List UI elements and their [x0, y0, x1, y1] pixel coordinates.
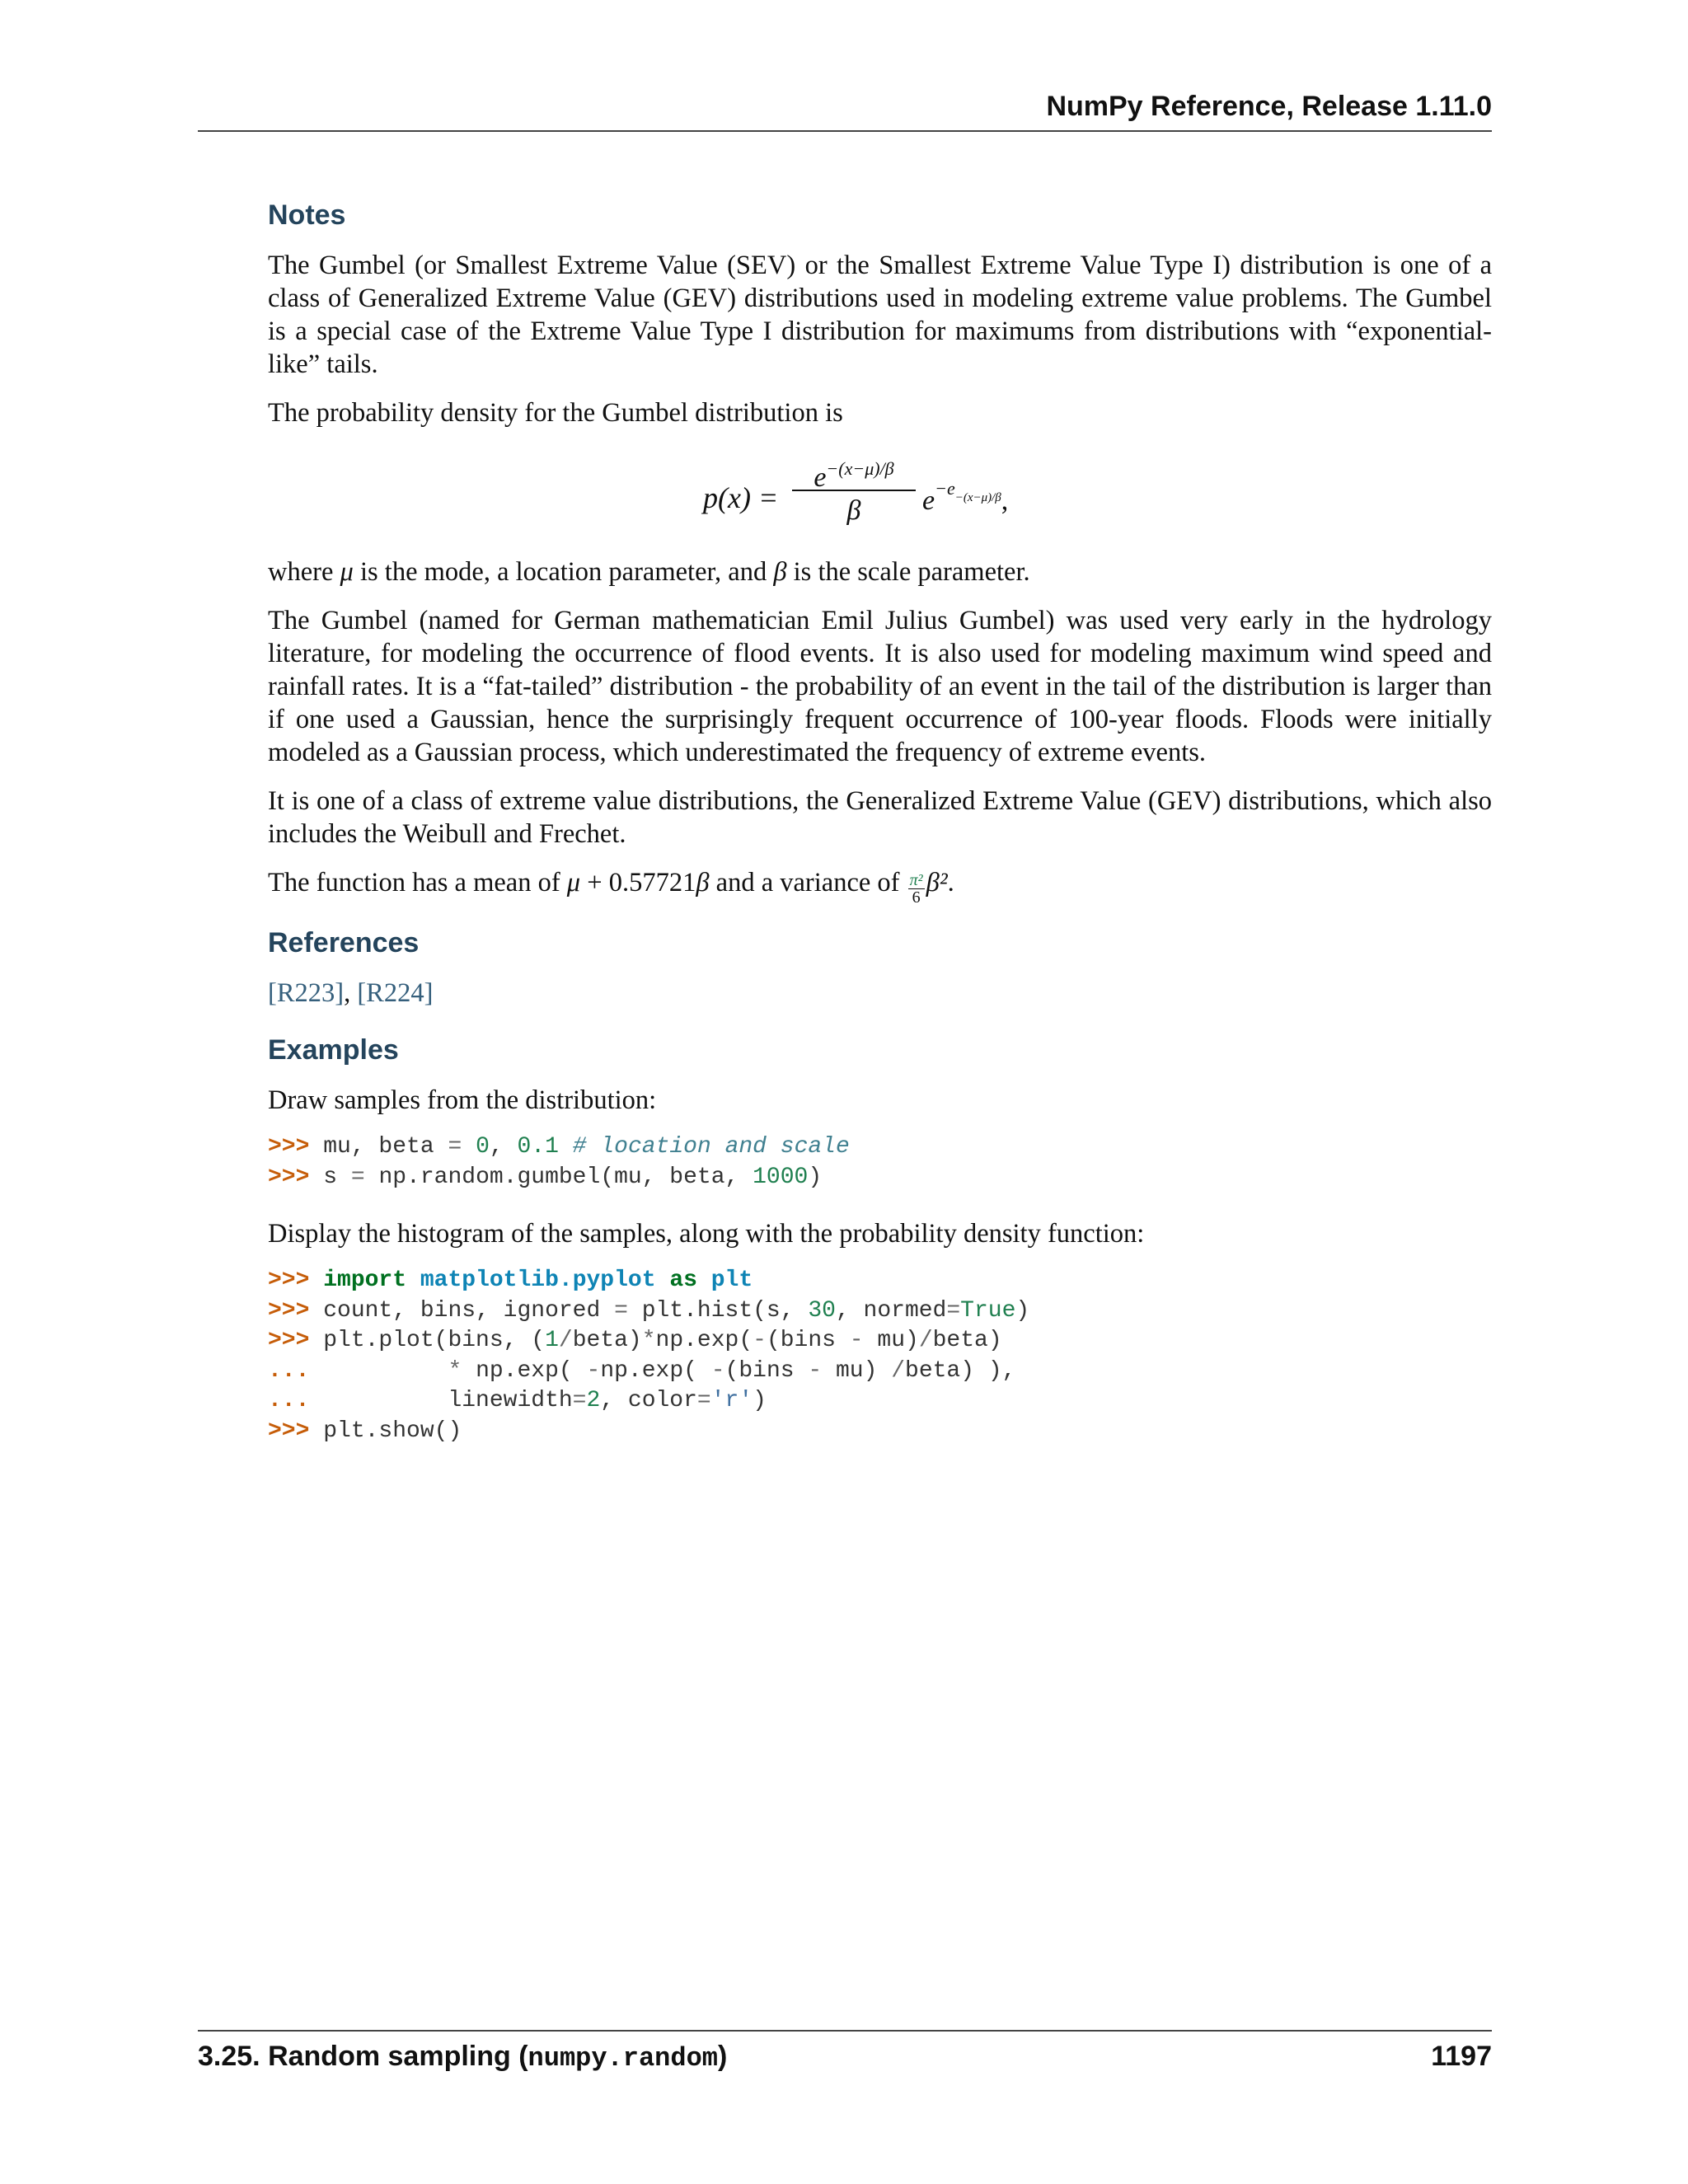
code-line	[268, 1386, 1492, 1417]
page-number: 1197	[1431, 2041, 1492, 2072]
code-token: (bins	[724, 1357, 809, 1384]
references-heading: References	[268, 927, 420, 958]
examples-heading: Examples	[268, 1034, 399, 1066]
code-block-histogram[interactable]	[268, 1266, 1492, 1446]
code-token: True	[960, 1297, 1016, 1324]
code-token: -	[753, 1328, 767, 1353]
code-token: 1000	[753, 1164, 809, 1190]
code-token: plt.show()	[323, 1418, 462, 1444]
code-token: 0.1	[517, 1134, 559, 1160]
code-token: /	[558, 1328, 573, 1353]
notes-paragraph-6: The function has a mean of μ + 0.57721β and a variance of $\frac{\text{π²}}{6}$ β².	[268, 868, 954, 907]
code-line	[268, 1296, 1492, 1327]
code-token: mu)	[822, 1357, 892, 1384]
code-token: ,	[489, 1134, 518, 1160]
reference-link-r224[interactable]: [R224]	[357, 978, 434, 1008]
variance-fraction: $\frac{\text{π²}}{6}$	[909, 871, 923, 907]
code-token	[406, 1268, 420, 1293]
code-token: 30	[808, 1297, 836, 1324]
code-token	[323, 1358, 448, 1384]
examples-intro-2: Display the histogram of the samples, along with the probability density function:	[268, 1219, 1145, 1249]
code-prompt: >>>	[268, 1134, 324, 1160]
code-prompt: >>>	[268, 1418, 324, 1444]
code-token: count, bins, ignored	[323, 1297, 615, 1324]
header-rule	[198, 130, 1492, 132]
code-line	[268, 1417, 1492, 1447]
code-line	[268, 1357, 1492, 1387]
code-prompt: ...	[268, 1388, 324, 1413]
code-token: import	[323, 1268, 407, 1293]
code-token: as	[669, 1268, 697, 1293]
formula-lhs: p(x) =	[703, 481, 779, 514]
code-token: plt.plot(bins, (	[323, 1328, 546, 1353]
code-token: 0	[476, 1134, 490, 1160]
formula-denominator: β	[846, 495, 861, 526]
code-token: )	[1015, 1297, 1030, 1324]
code-token: -	[710, 1357, 725, 1384]
code-line	[268, 1326, 1492, 1357]
code-token: *	[448, 1357, 462, 1384]
code-token	[462, 1134, 476, 1160]
code-token: -	[808, 1357, 823, 1384]
code-token: )	[753, 1388, 767, 1413]
code-token: 1	[545, 1328, 559, 1353]
code-token: , color	[600, 1388, 697, 1413]
notes-paragraph-3: where μ is the mode, a location parameter, and β is the scale parameter.	[268, 557, 1030, 587]
code-token: matplotlib.pyplot	[420, 1268, 656, 1293]
code-block-sampling[interactable]	[268, 1132, 1492, 1193]
code-token: 'r'	[710, 1388, 753, 1413]
code-token: np.exp(	[462, 1357, 587, 1384]
code-token: /	[891, 1357, 906, 1384]
notes-paragraph-1: The Gumbel (or Smallest Extreme Value (SEV) or the Smallest Extreme Value Type I) distribution is one of a class of Generalized Extreme Value (GEV) distributions used in modeling extreme value problems. The Gumbel is a special case of the Extreme Value Type I distribution for maximums from distributions with “exponential-like” tails.	[268, 251, 1492, 379]
code-token: =	[696, 1388, 711, 1413]
code-prompt: ...	[268, 1357, 324, 1384]
code-token: , normed	[835, 1297, 947, 1324]
code-prompt: >>>	[268, 1164, 324, 1190]
code-token: )	[808, 1164, 823, 1190]
code-token: =	[614, 1297, 628, 1324]
code-token: beta)	[572, 1328, 642, 1353]
code-token: plt.hist(s,	[627, 1297, 809, 1324]
footer-rule	[198, 2030, 1492, 2032]
code-token: =	[946, 1297, 961, 1324]
code-token: =	[572, 1388, 587, 1413]
formula-double-exponential: $e^{-e-(x-\mu)/\beta}$,	[922, 478, 1009, 516]
footer-section-title: 3.25. Random sampling (numpy.random)	[198, 2041, 728, 2074]
code-token: /	[918, 1328, 933, 1353]
running-footer	[198, 2041, 1492, 2077]
code-prompt: >>>	[268, 1297, 324, 1324]
reference-link-r223[interactable]: [R223]	[268, 978, 345, 1008]
formula-fraction	[792, 445, 916, 527]
code-prompt: >>>	[268, 1268, 324, 1293]
code-token: mu, beta	[323, 1134, 448, 1160]
code-token: mu)	[863, 1328, 919, 1353]
code-token: =	[350, 1164, 365, 1190]
notes-paragraph-5: It is one of a class of extreme value distributions, the Generalized Extreme Value (GEV) distributions, which also includes the Weibull and Frechet.	[268, 786, 1492, 849]
code-token: beta)	[932, 1328, 1002, 1353]
code-token: -	[586, 1357, 601, 1384]
code-token: linewidth	[323, 1388, 573, 1413]
code-line	[268, 1163, 1492, 1193]
code-token: -	[849, 1328, 864, 1353]
gumbel-pdf-formula	[268, 445, 1492, 551]
running-header: NumPy Reference, Release 1.11.0	[1046, 91, 1492, 122]
code-token: s	[323, 1164, 351, 1190]
code-token: # location and scale	[572, 1134, 850, 1160]
code-token	[656, 1268, 670, 1293]
main-content	[268, 196, 1492, 1471]
code-token: beta) ),	[905, 1357, 1016, 1384]
notes-paragraph-4: The Gumbel (named for German mathematician Emil Julius Gumbel) was used very early in the hydrology literature, for modeling the occurrence of flood events. It is also used for modeling maximum wind speed and rainfall rates. It is a “fat-tailed” distribution - the probability of an event in the tail of the distribution is larger than if one used a Gaussian, hence the surprisingly frequent occurrence of 100-year floods. Floods were initially modeled as a Gaussian process, which underestimated the frequency of extreme events.	[268, 606, 1492, 767]
code-token: *	[641, 1328, 656, 1353]
code-line	[268, 1132, 1492, 1163]
code-line	[268, 1266, 1492, 1296]
references-list: [R223], [R224]	[268, 978, 434, 1008]
code-token: (bins	[766, 1328, 850, 1353]
code-prompt: >>>	[268, 1328, 324, 1353]
code-token	[697, 1268, 711, 1293]
examples-intro-1: Draw samples from the distribution:	[268, 1085, 657, 1115]
code-token	[559, 1134, 573, 1160]
code-token: plt	[710, 1268, 753, 1293]
code-token: np.exp(	[600, 1357, 711, 1384]
notes-paragraph-2: The probability density for the Gumbel distribution is	[268, 398, 843, 428]
code-token: =	[448, 1134, 462, 1160]
notes-heading: Notes	[268, 199, 346, 231]
code-token: np.exp(	[655, 1328, 753, 1353]
code-token: 2	[586, 1388, 601, 1413]
formula-numerator: $e^{-(x-\mu)/\beta}$	[814, 458, 894, 493]
code-token: np.random.gumbel(mu, beta,	[364, 1164, 753, 1190]
